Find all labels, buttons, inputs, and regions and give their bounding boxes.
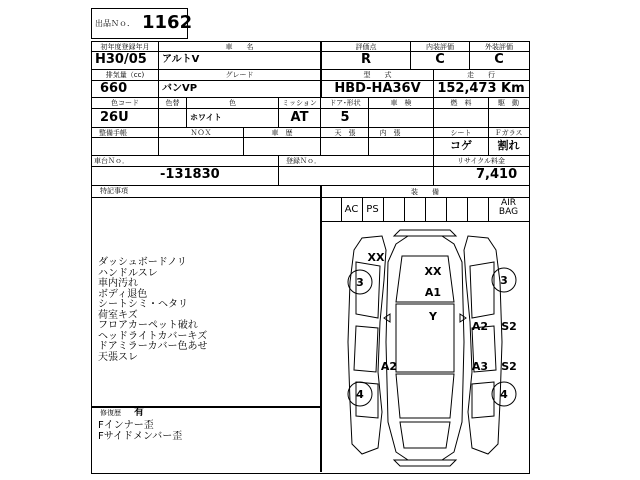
note-item: ドアミラーカバー色あせ bbox=[98, 341, 208, 352]
exterior-score-value: C bbox=[494, 52, 504, 67]
repair-item: Fサイドメンバー歪 bbox=[98, 431, 183, 442]
equipment-airbag: AIR BAG bbox=[498, 198, 519, 217]
mark-roof: Y bbox=[429, 310, 437, 323]
car-damage-diagram bbox=[322, 222, 528, 470]
color-value: ホワイト bbox=[190, 113, 222, 122]
interior-score-label: 内装評価 bbox=[426, 43, 454, 51]
mark-wheel-fl: 3 bbox=[356, 276, 364, 289]
glass-label: Ｆガラス bbox=[494, 129, 523, 137]
note-item: ダッシュボードノリ bbox=[98, 257, 187, 268]
mark-right-rear-door: A3 bbox=[471, 360, 489, 373]
mark-right-front-door: A2 bbox=[471, 320, 489, 333]
inner-lining-label: 内 張 bbox=[379, 129, 401, 137]
inspection-label: 車 検 bbox=[390, 99, 412, 107]
car-name-value: アルトV bbox=[162, 54, 200, 65]
mileage-value: 152,473 Km bbox=[437, 81, 525, 96]
displacement-label: 排気量（cc) bbox=[105, 71, 145, 79]
exterior-score-label: 外装評価 bbox=[485, 43, 513, 51]
note-item: ボディ退色 bbox=[98, 288, 148, 300]
model-label: 型 式 bbox=[363, 71, 392, 79]
note-item: 車内汚れ bbox=[98, 278, 138, 289]
mark-right-rear-sill: S2 bbox=[501, 360, 517, 373]
equipment-ac: AC bbox=[344, 204, 359, 215]
color-label: 色 bbox=[229, 99, 236, 107]
chassis-value: -131830 bbox=[160, 167, 220, 182]
lot-label: 出品Ｎｏ． bbox=[95, 19, 135, 28]
car-name-label: 車 名 bbox=[225, 43, 254, 51]
nox-label: ＮＯＸ bbox=[190, 129, 212, 137]
seat-value: コゲ bbox=[450, 139, 472, 152]
fuel-label: 燃 料 bbox=[450, 99, 472, 107]
mark-front-bumper: XX bbox=[367, 251, 385, 264]
repair-item: Fインナー歪 bbox=[98, 420, 154, 431]
repair-label: 修復歴 bbox=[100, 409, 121, 417]
grade-value: バンVP bbox=[162, 83, 198, 94]
note-item: ヘッドライトカバーキズ bbox=[98, 330, 208, 342]
color-code-value: 26U bbox=[100, 110, 129, 125]
seat-label: シート bbox=[450, 129, 472, 137]
glass-value: 割れ bbox=[497, 139, 520, 152]
color-change-label: 色替 bbox=[165, 99, 180, 107]
score-value: R bbox=[360, 52, 371, 67]
lot-number: 1162 bbox=[142, 12, 193, 33]
note-item: シートシミ・ヘタリ bbox=[98, 299, 188, 310]
note-item: フロアカーペット破れ bbox=[98, 320, 198, 331]
grade-label: グレード bbox=[225, 71, 254, 79]
lot-box bbox=[91, 8, 193, 39]
notes-label: 特記事項 bbox=[100, 187, 128, 195]
mark-left-rear: A2 bbox=[380, 360, 398, 373]
first-reg-value: H30/05 bbox=[95, 52, 147, 67]
displacement-value: 660 bbox=[100, 81, 128, 96]
interior-score-value: C bbox=[435, 52, 445, 67]
repair-value: 有 bbox=[134, 407, 144, 418]
color-code-label: 色コード bbox=[111, 99, 139, 107]
recycle-value: 7,410 bbox=[476, 167, 518, 182]
reg-no-label: 登録Ｎｏ． bbox=[286, 157, 321, 165]
recycle-label: リサイクル料金 bbox=[456, 157, 506, 165]
sunroof-label: 天 張 bbox=[334, 129, 356, 137]
equipment-ps: PS bbox=[366, 204, 379, 215]
mark-roof-front: A1 bbox=[424, 286, 442, 299]
drive-label: 駆 動 bbox=[498, 99, 519, 107]
first-reg-label: 初年度登録年月 bbox=[100, 43, 150, 51]
score-label: 評価点 bbox=[355, 43, 377, 51]
mark-wheel-rl: 4 bbox=[356, 388, 364, 401]
note-item: ハンドルスレ bbox=[98, 267, 158, 279]
mark-hood: XX bbox=[424, 265, 442, 278]
mark-wheel-fr: 3 bbox=[500, 274, 508, 287]
doors-value: 5 bbox=[340, 110, 350, 125]
transmission-value: AT bbox=[290, 110, 309, 125]
chassis-label: 車台Ｎｏ． bbox=[94, 157, 129, 165]
model-value: HBD-HA36V bbox=[334, 81, 421, 96]
note-item: 荷室キズ bbox=[98, 309, 138, 321]
doors-label: ドア･形状 bbox=[329, 99, 361, 107]
transmission-label: ミッション bbox=[282, 99, 317, 107]
mark-wheel-rr: 4 bbox=[500, 388, 508, 401]
mileage-label: 走 行 bbox=[467, 71, 495, 79]
mark-right-front-sill: S2 bbox=[501, 320, 517, 333]
history-label: 車 歴 bbox=[271, 129, 293, 137]
maintenance-label: 整備手帳 bbox=[99, 129, 127, 137]
note-item: 天張スレ bbox=[98, 351, 138, 363]
equipment-label: 装 備 bbox=[411, 188, 439, 196]
